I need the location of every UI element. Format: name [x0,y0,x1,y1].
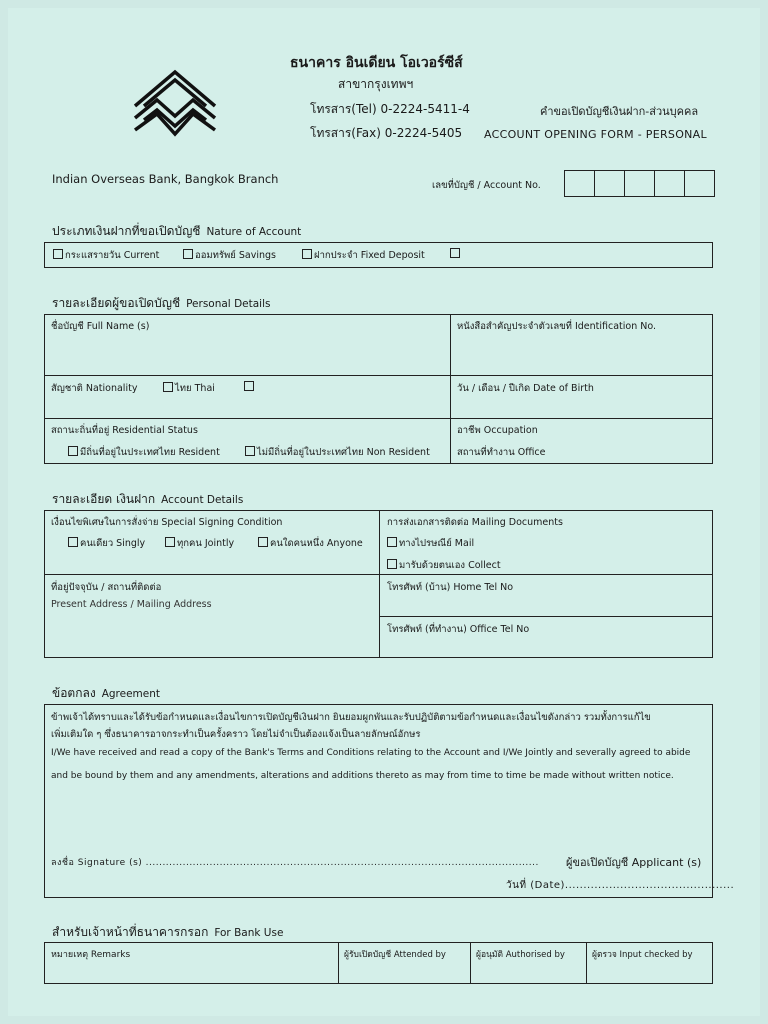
bank-name-thai: ธนาคาร อินเดียน โอเวอร์ซีส์ [290,55,463,71]
checkbox[interactable] [165,537,175,547]
anyone-option[interactable]: คนใดคนหนึ่ง Anyone [258,536,363,551]
address-field[interactable] [48,612,374,654]
personal-section-title [52,294,270,313]
mail-option[interactable]: ทางไปรษณีย์ Mail [387,536,474,551]
date-of-birth-field[interactable]: วัน / เดือน / ปีเกิด Date of Birth [457,383,594,394]
personal-title-english: Personal Details [186,298,271,310]
checkbox[interactable] [183,249,193,259]
option-fixed-deposit[interactable]: ฝากประจำ Fixed Deposit [302,248,425,263]
account-digit-box[interactable] [625,171,655,196]
divider [450,314,451,464]
date-field[interactable]: วันที่ (Date).............................................. [506,880,735,891]
account-digit-box[interactable] [685,171,714,196]
collect-option[interactable]: มารับด้วยตนเอง Collect [387,558,501,573]
bank-name-english: Indian Overseas Bank, Bangkok Branch [52,172,279,186]
resident-option[interactable]: มีถิ่นที่อยู่ในประเทศไทย Resident [68,445,220,460]
nature-title-thai: ประเภทเงินฝากที่ขอเปิดบัญชี [52,224,201,238]
form-title-thai: คำขอเปิดบัญชีเงินฝาก-ส่วนบุคคล [540,105,699,118]
signature-field[interactable]: ลงชื่อ Signature (s) ..................................................................................................................... [51,858,539,868]
divider [338,942,339,984]
mailing-documents-label: การส่งเอกสารติดต่อ Mailing Documents [387,517,563,528]
remarks-field[interactable]: หมายเหตุ Remarks [51,950,131,960]
form-title-english: ACCOUNT OPENING FORM - PERSONAL [484,128,707,141]
non-resident-option[interactable]: ไม่มีถิ่นที่อยู่ในประเทศไทย Non Resident [245,445,430,460]
agreement-title-english: Agreement [101,688,161,700]
office-tel-field[interactable]: โทรศัพท์ (ที่ทำงาน) Office Tel No [387,624,530,635]
bank-logo [130,68,220,138]
agreement-thai-line-2: เพิ่มเติมใด ๆ ซึ่งธนาคารอาจกระทำเป็นครั้งคราว โดยไม่จำเป็นต้องแจ้งเป็นลายลักษณ์อักษร [51,729,421,740]
full-name-field[interactable]: ชื่อบัญชี Full Name (s) [51,321,150,332]
identification-field[interactable]: หนังสือสำคัญประจำตัวเลขที่ Identification No. [457,321,657,332]
nationality-thai-option[interactable]: ไทย Thai [163,381,215,396]
address-label-thai: ที่อยู่ปัจจุบัน / สถานที่ติดต่อ [51,582,162,593]
address-label-english: Present Address / Mailing Address [51,599,212,610]
divider [44,574,713,575]
singly-option[interactable]: คนเดียว Singly [68,536,145,551]
bank-use-title-english: For Bank Use [214,927,284,939]
checkbox[interactable] [387,559,397,569]
checkbox[interactable] [450,248,460,258]
branch-name: สาขากรุงเทพฯ [338,77,414,91]
nature-title-english: Nature of Account [206,226,302,238]
option-savings[interactable]: ออมทรัพย์ Savings [183,248,276,263]
option-current[interactable]: กระแสรายวัน Current [53,248,159,263]
jointly-option[interactable]: ทุกคน Jointly [165,536,234,551]
account-digit-box[interactable] [565,171,595,196]
input-checked-by-field[interactable]: ผู้ตรวจ Input checked by [592,950,693,960]
option-other[interactable] [450,248,462,260]
checkbox[interactable] [68,537,78,547]
divider [44,375,713,376]
nationality-other-option[interactable] [244,381,256,393]
divider [379,510,380,658]
nature-section-title [52,222,301,241]
checkbox[interactable] [163,382,173,392]
account-number-boxes[interactable] [564,170,715,197]
office-field[interactable]: สถานที่ทำงาน Office [457,447,546,458]
occupation-field[interactable]: อาชีพ Occupation [457,425,538,436]
account-number-label: เลขที่บัญชี / Account No. [432,180,541,191]
authorised-by-field[interactable]: ผู้อนุมัติ Authorised by [476,950,565,960]
agreement-english-line-2: and be bound by them and any amendments, alterations and additions thereto as may from time to time be made without written notice. [51,771,674,781]
residential-status-label: สถานะถิ่นที่อยู่ Residential Status [51,425,198,436]
checkbox[interactable] [53,249,63,259]
divider [379,616,713,617]
divider [470,942,471,984]
tel-number: โทรสาร(Tel) 0-2224-5411-4 [310,102,470,116]
signing-condition-label: เงื่อนไขพิเศษในการสั่งจ่าย Special Signing Condition [51,517,283,528]
checkbox[interactable] [244,381,254,391]
attended-by-field[interactable]: ผู้รับเปิดบัญชี Attended by [344,950,446,960]
checkbox[interactable] [258,537,268,547]
nationality-label: สัญชาติ Nationality [51,383,138,394]
account-section-title [52,490,243,509]
personal-title-thai: รายละเอียดผู้ขอเปิดบัญชี [52,296,181,310]
agreement-text [51,709,711,785]
bank-use-section-title [52,923,283,942]
agreement-thai-line-1: ข้าพเจ้าได้ทราบและได้รับข้อกำหนดและเงื่อนไขการเปิดบัญชีเงินฝาก ยินยอมผูกพันและรับปฏิบัติตามข้อกำหนดและเงื่อนไขดังกล่าว รวมทั้งการแก้ไข [51,712,651,723]
checkbox[interactable] [245,446,255,456]
fax-number: โทรสาร(Fax) 0-2224-5405 [310,126,463,140]
bank-use-title-thai: สำหรับเจ้าหน้าที่ธนาคารกรอก [52,925,209,939]
agreement-section-title [52,684,160,703]
home-tel-field[interactable]: โทรศัพท์ (บ้าน) Home Tel No [387,582,514,593]
checkbox[interactable] [68,446,78,456]
account-title-thai: รายละเอียด เงินฝาก [52,492,156,506]
agreement-english-line-1: I/We have received and read a copy of the Bank's Terms and Conditions relating to the Account and I/We Jointly and severally agreed to abide [51,748,691,758]
divider [586,942,587,984]
account-digit-box[interactable] [595,171,625,196]
personal-box [44,314,713,464]
checkbox[interactable] [387,537,397,547]
account-title-english: Account Details [161,494,244,506]
checkbox[interactable] [302,249,312,259]
agreement-title-thai: ข้อตกลง [52,686,96,700]
applicant-label: ผู้ขอเปิดบัญชี Applicant (s) [566,856,702,869]
divider [44,418,713,419]
account-digit-box[interactable] [655,171,685,196]
